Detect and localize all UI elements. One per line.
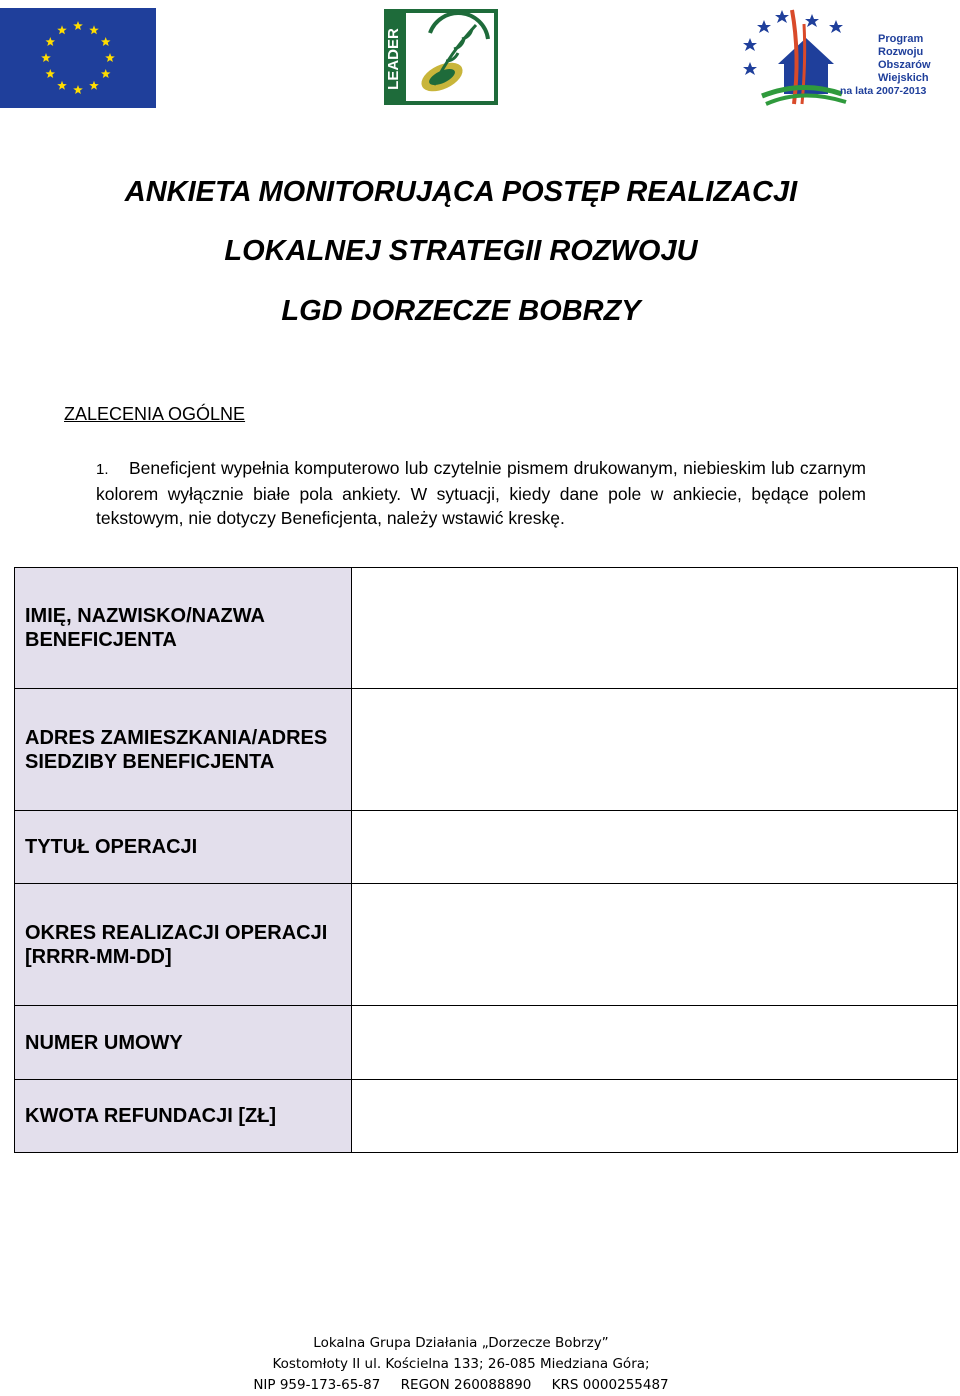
svg-text:na lata 2007-2013: na lata 2007-2013 [840,85,927,97]
contract-number-field[interactable] [352,1006,958,1080]
operation-period-field[interactable] [352,884,958,1006]
footer-address: Kostomłoty II ul. Kościelna 133; 26-085 Miedziana Góra; [272,1356,650,1372]
title-line-1: ANKIETA MONITORUJĄCA POSTĘP REALIZACJI [124,176,798,208]
recommendations-heading: ZALECENIA OGÓLNE [64,404,246,424]
svg-text:Obszarów: Obszarów [878,59,931,71]
prow-logo-icon [742,4,942,110]
title-line-2: LOKALNEJ STRATEGII ROZWOJU [224,235,698,267]
svg-text:Rozwoju: Rozwoju [878,46,924,58]
refund-amount-field[interactable] [352,1080,958,1153]
form-label: KWOTA REFUNDACJI [ZŁ] [15,1080,352,1153]
footer [0,1333,922,1396]
form-label: ADRES ZAMIESZKANIA/ADRES SIEDZIBY BENEFICJENTA [15,689,352,811]
instruction-item [96,456,866,530]
instruction-number: 1. [96,461,109,478]
footer-regon: REGON 260088890 [400,1377,532,1393]
footer-nip: NIP 959-173-65-87 [253,1377,381,1393]
form-row-beneficiary-name [15,568,958,689]
form-row-refund-amount [15,1080,958,1153]
operation-title-field[interactable] [352,811,958,884]
title-line-3: LGD DORZECZE BOBRZY [281,295,641,327]
footer-registry [0,1375,922,1396]
svg-text:Program: Program [878,33,924,45]
svg-text:Wiejskich: Wiejskich [878,72,929,84]
prow-logo [742,4,942,110]
survey-form-table [14,567,958,1153]
address-field[interactable] [352,689,958,811]
leader-logo-icon [384,9,498,105]
footer-krs: KRS 0000255487 [551,1377,669,1393]
svg-text:LEADER: LEADER [385,28,402,90]
form-label: NUMER UMOWY [15,1006,352,1080]
form-label: OKRES REALIZACJI OPERACJI [RRRR-MM-DD] [15,884,352,1006]
footer-org-name: Lokalna Grupa Działania „Dorzecze Bobrzy” [313,1335,609,1351]
eu-flag-logo [0,8,156,108]
leader-logo [384,9,498,105]
form-row-operation-title [15,811,958,884]
eu-flag-icon [0,8,156,108]
form-row-address [15,689,958,811]
form-label: IMIĘ, NAZWISKO/NAZWA BENEFICJENTA [15,568,352,689]
instruction-text: Beneficjent wypełnia komputerowo lub czytelnie pismem drukowanym, niebieskim lub czarnym kolorem wyłącznie białe pola ankiety. W sytuacji, kiedy dane pole w ankiecie, będące polem tekstowym, nie dotyczy Beneficjenta, należy wstawić kreskę. [96,458,866,528]
form-row-operation-period [15,884,958,1006]
beneficiary-name-field[interactable] [352,568,958,689]
form-row-contract-number [15,1006,958,1080]
form-label: TYTUŁ OPERACJI [15,811,352,884]
